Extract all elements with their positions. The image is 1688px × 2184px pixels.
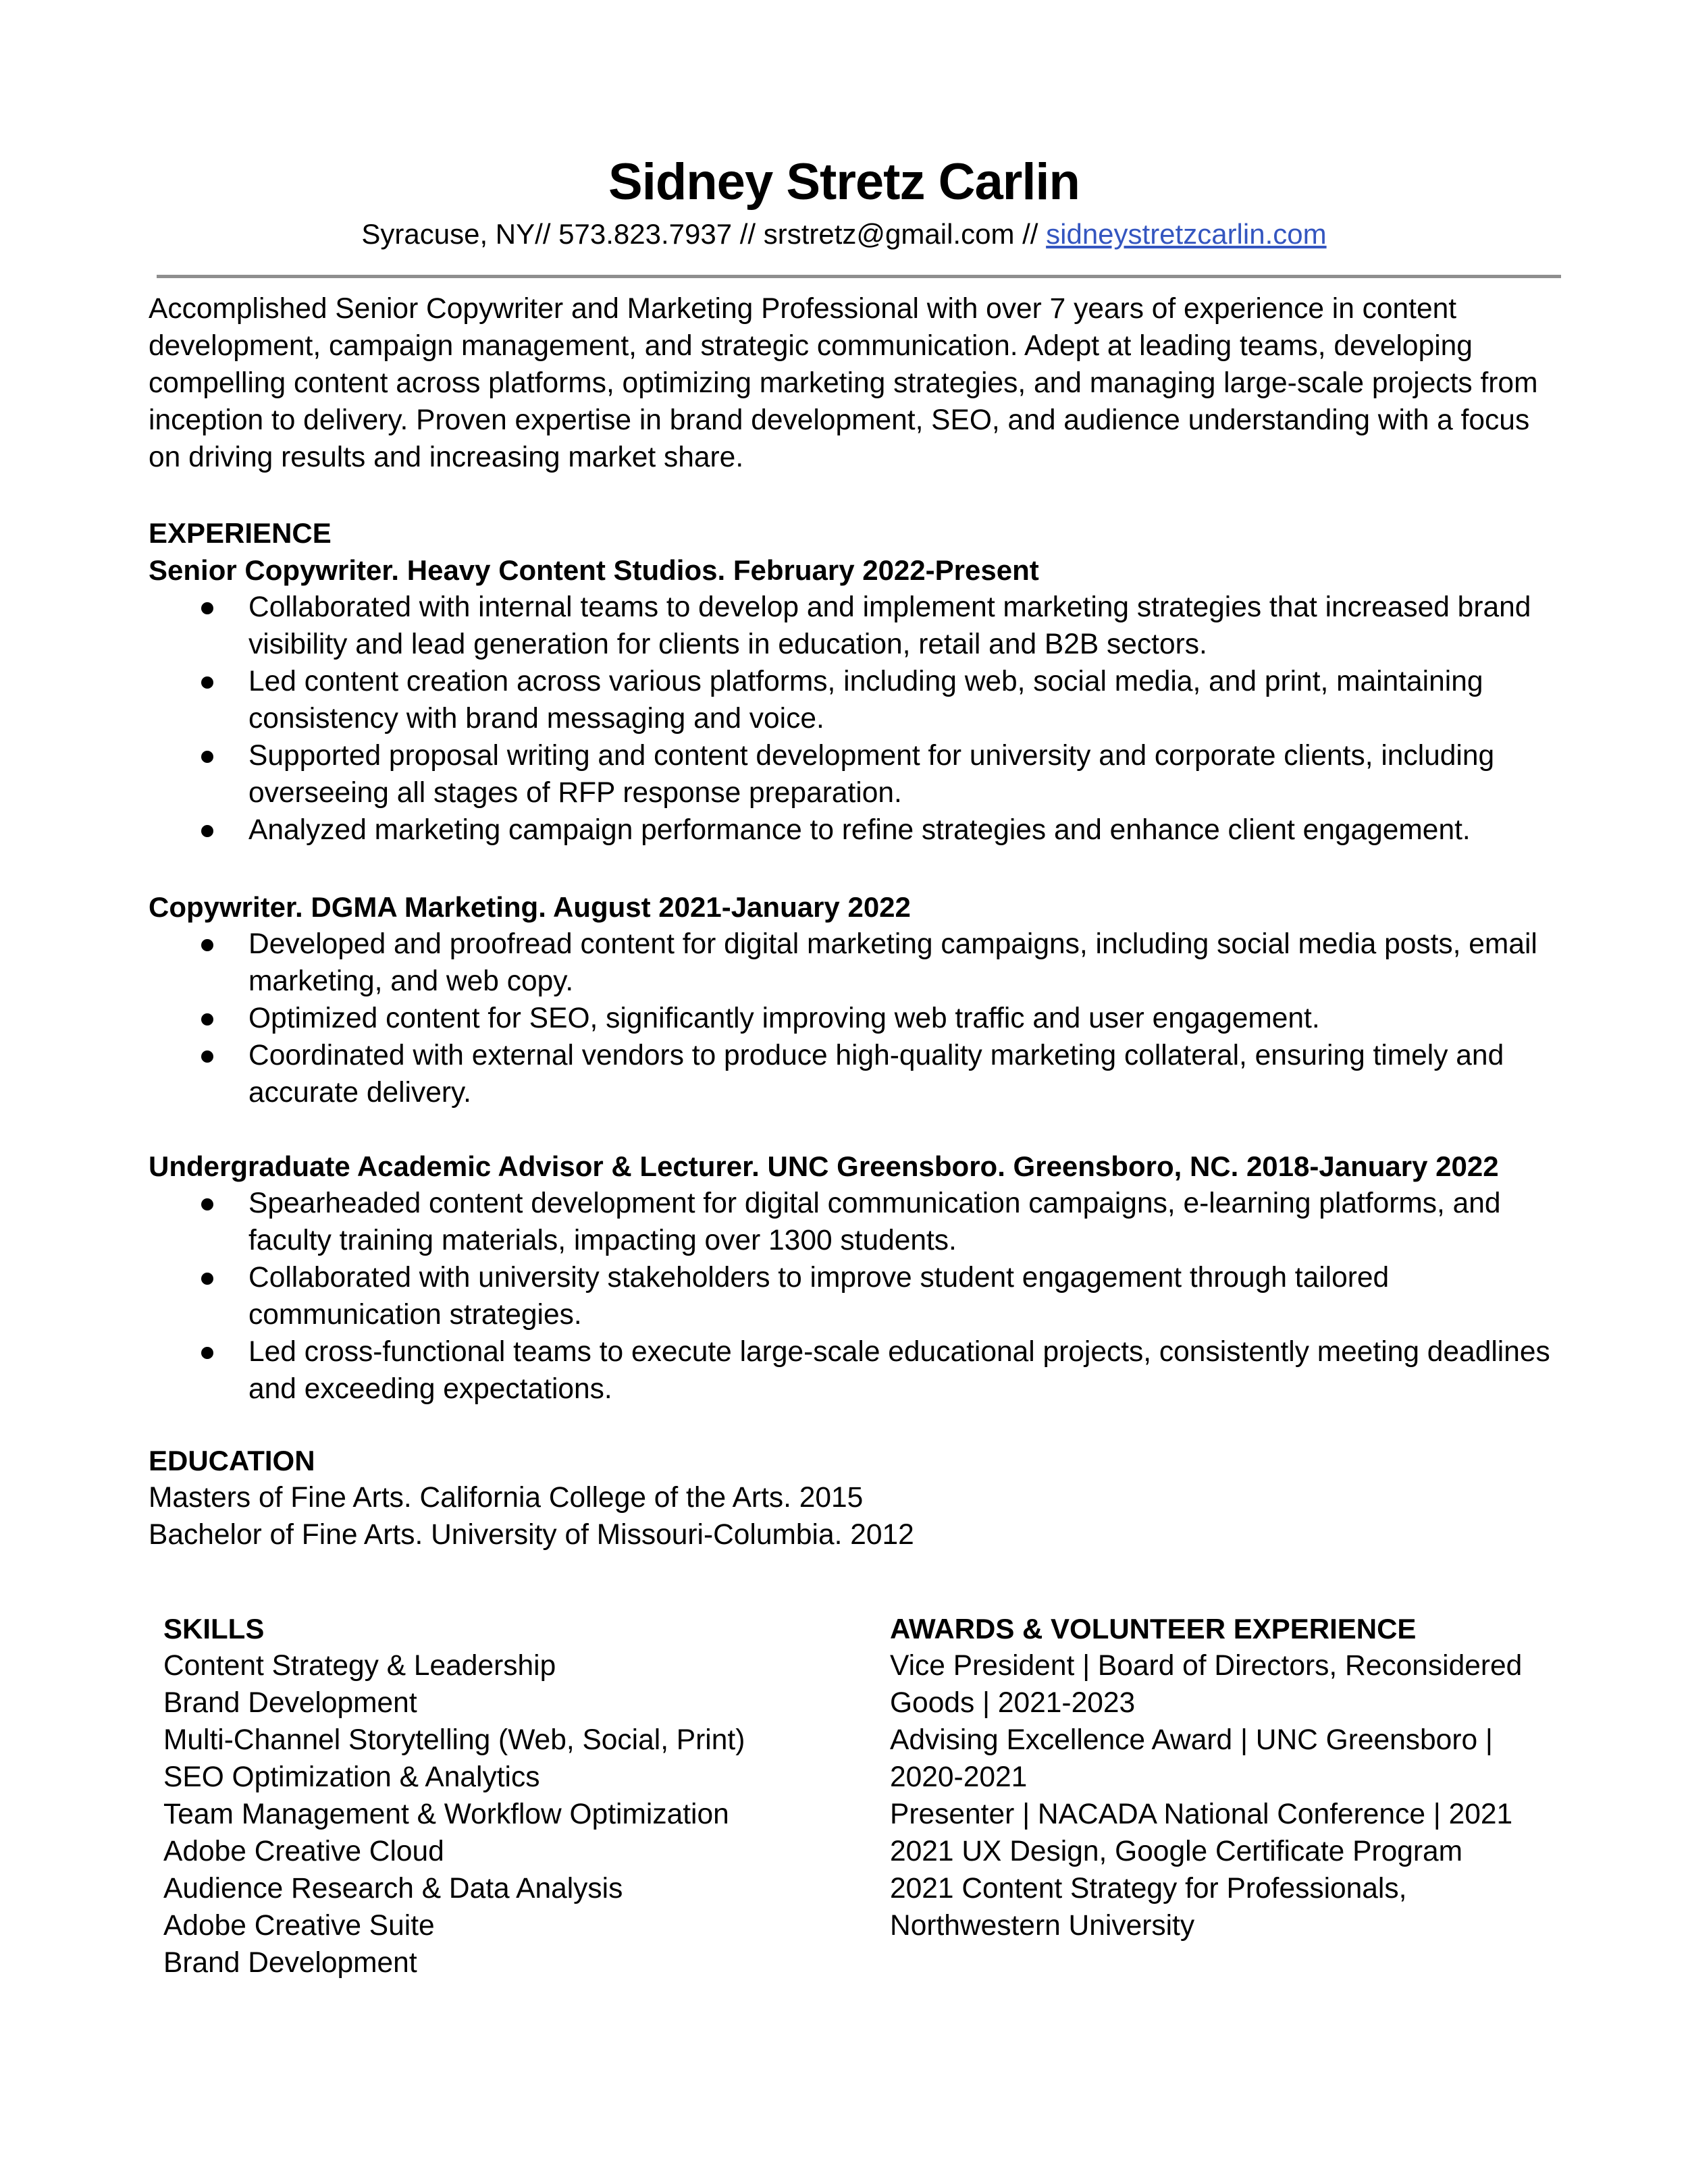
bullet-icon xyxy=(201,1198,213,1210)
list-item: Supported proposal writing and content development for university and corporate clients, including overseeing all stages of RFP response preparation. xyxy=(149,737,1573,811)
list-item: Led cross-functional teams to execute large-scale educational projects, consistently meeting deadlines and exceeding expectations. xyxy=(149,1333,1573,1408)
job-bullets xyxy=(149,926,1573,1111)
list-item: Collaborated with internal teams to develop and implement marketing strategies that increased brand visibility and lead generation for clients in education, retail and B2B sectors. xyxy=(149,589,1573,663)
bullet-icon xyxy=(201,1347,213,1359)
list-item: Collaborated with university stakeholders to improve student engagement through tailored communication strategies. xyxy=(149,1259,1573,1333)
bullet-icon xyxy=(201,939,213,951)
list-item: Led content creation across various platforms, including web, social media, and print, maintaining consistency with brand messaging and voice. xyxy=(149,663,1573,737)
skill-item: Content Strategy & Leadership xyxy=(163,1650,556,1682)
bullet-icon xyxy=(201,825,213,837)
bullet-icon xyxy=(201,1013,213,1026)
bullet-icon xyxy=(201,751,213,763)
job-heading: Copywriter. DGMA Marketing. August 2021-January 2022 xyxy=(149,891,911,923)
job-heading: Undergraduate Academic Advisor & Lecturer. UNC Greensboro. Greensboro, NC. 2018-January 2022 xyxy=(149,1150,1499,1182)
bullet-icon xyxy=(201,1050,213,1063)
award-item: Vice President | Board of Directors, Reconsidered Goods | 2021-2023 xyxy=(890,1650,1523,1719)
experience-section xyxy=(149,514,1573,849)
awards-section xyxy=(890,1610,1545,1944)
skill-item: SEO Optimization & Analytics xyxy=(163,1761,540,1793)
skill-item: Adobe Creative Cloud xyxy=(163,1836,444,1867)
professional-summary: Accomplished Senior Copywriter and Marketing Professional with over 7 years of experience in content development, campaign management, and strategic communication. Adept at leading teams, developing compelling content across platforms, optimizing marketing strategies, and managing large-scale projects from inception to delivery. Proven expertise in brand development, SEO, and audience understanding with a focus on driving results and increasing market share. xyxy=(149,293,1538,473)
skills-section xyxy=(163,1610,839,1981)
experience-heading: EXPERIENCE xyxy=(149,517,332,549)
bullet-icon xyxy=(201,1273,213,1285)
contact-details: Syracuse, NY// 573.823.7937 // srstretz@gmail.com // xyxy=(361,218,1047,250)
skill-item: Brand Development xyxy=(163,1947,417,1979)
skill-item: Adobe Creative Suite xyxy=(163,1910,435,1942)
job-entry xyxy=(149,888,1573,1111)
bullet-icon xyxy=(201,676,213,689)
list-item: Optimized content for SEO, significantly improving web traffic and user engagement. xyxy=(149,1000,1573,1037)
list-item: Developed and proofread content for digital marketing campaigns, including social media posts, email marketing, and web copy. xyxy=(149,926,1573,1000)
contact-line xyxy=(0,215,1688,254)
list-item: Analyzed marketing campaign performance to refine strategies and enhance client engagement. xyxy=(149,811,1573,849)
skill-item: Brand Development xyxy=(163,1687,417,1719)
list-item: Spearheaded content development for digital communication campaigns, e-learning platforms, and faculty training materials, impacting over 1300 students. xyxy=(149,1185,1573,1259)
award-item: 2021 Content Strategy for Professionals, Northwestern University xyxy=(890,1873,1407,1942)
job-bullets xyxy=(149,1185,1573,1408)
skills-heading: SKILLS xyxy=(163,1613,265,1645)
header-divider xyxy=(157,275,1561,278)
job-bullets xyxy=(149,589,1573,849)
skill-item: Team Management & Workflow Optimization xyxy=(163,1799,729,1830)
education-heading: EDUCATION xyxy=(149,1445,315,1476)
skill-item: Audience Research & Data Analysis xyxy=(163,1873,623,1905)
list-item: Coordinated with external vendors to produce high-quality marketing collateral, ensuring timely and accurate delivery. xyxy=(149,1037,1573,1111)
job-entry xyxy=(149,1148,1573,1408)
skill-item: Multi-Channel Storytelling (Web, Social, Print) xyxy=(163,1724,745,1756)
award-item: Presenter | NACADA National Conference | 2021 xyxy=(890,1799,1513,1830)
award-item: Advising Excellence Award | UNC Greensboro | 2020-2021 xyxy=(890,1724,1493,1793)
awards-heading: AWARDS & VOLUNTEER EXPERIENCE xyxy=(890,1613,1417,1645)
education-section xyxy=(149,1442,1573,1553)
award-item: 2021 UX Design, Google Certificate Program xyxy=(890,1836,1463,1867)
education-item: Masters of Fine Arts. California College of the Arts. 2015 xyxy=(149,1482,864,1514)
job-heading: Senior Copywriter. Heavy Content Studios. February 2022-Present xyxy=(149,554,1039,586)
education-item: Bachelor of Fine Arts. University of Missouri-Columbia. 2012 xyxy=(149,1519,914,1551)
website-link[interactable]: sidneystretzcarlin.com xyxy=(1046,218,1327,250)
bullet-icon xyxy=(201,602,213,614)
job-entry xyxy=(149,552,1573,849)
candidate-name: Sidney Stretz Carlin xyxy=(608,153,1080,211)
